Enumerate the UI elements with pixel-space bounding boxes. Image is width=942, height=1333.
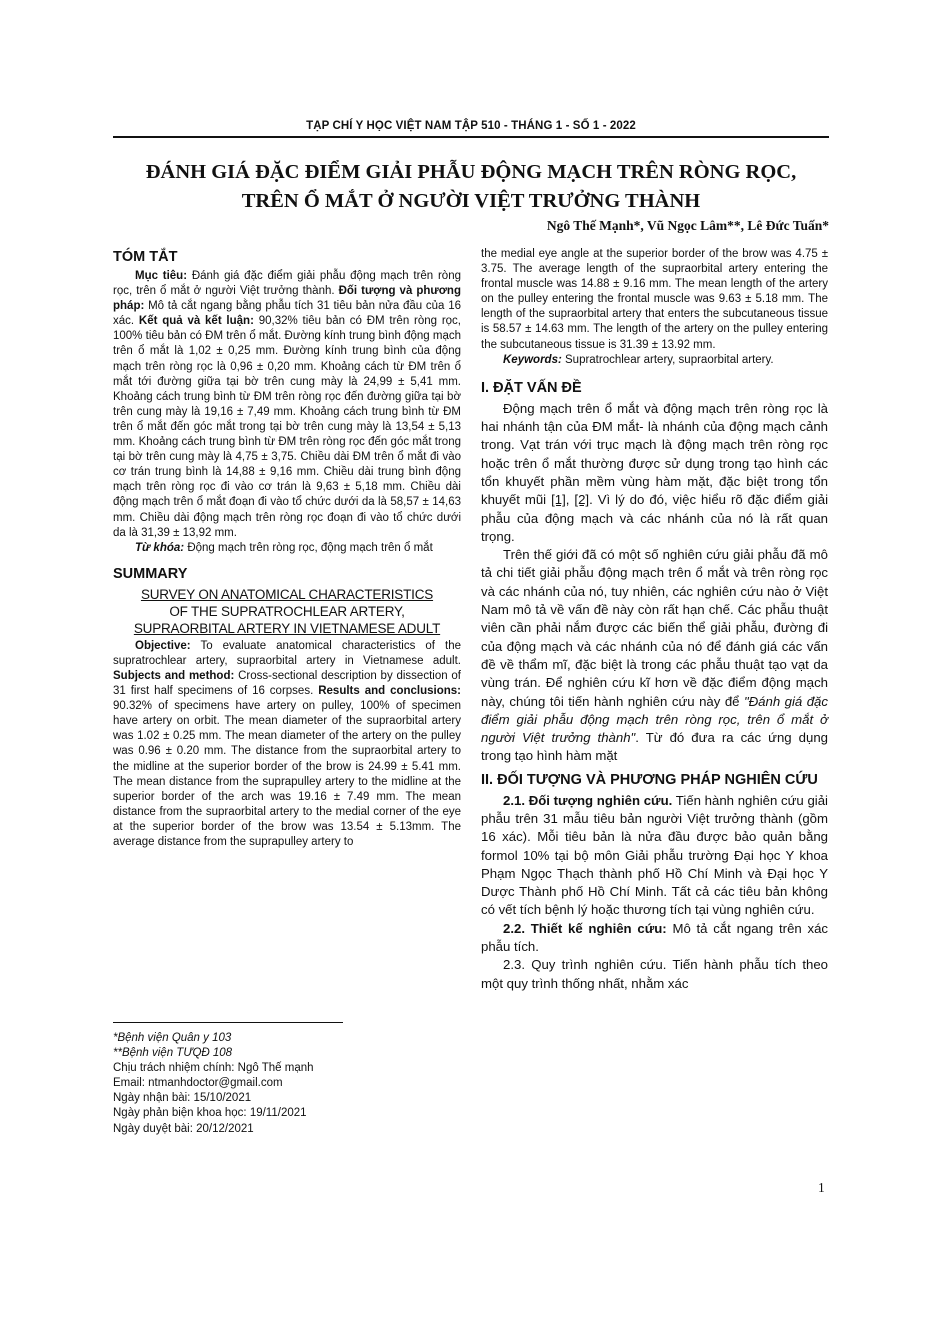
summary-continued-paragraph bbox=[481, 247, 828, 353]
section-2-body bbox=[481, 792, 828, 993]
section-2-3-paragraph: 2.3. Quy trình nghiên cứu. Tiến hành phẫu tích theo một quy trình thống nhất, nhằm xác bbox=[481, 957, 828, 991]
study-title-quote: "Đánh giá đặc điểm giải phẫu động mạch trên ròng rọc, trên ổ mắt ở người Việt trưởng thành" bbox=[481, 693, 828, 746]
en-keywords-text: Supratrochlear artery, supraorbital artery. bbox=[565, 353, 774, 366]
en-results-text-left: 90.32% of specimens have artery on pulley, 100% of specimen have artery on orbit. The mean diameter of the supraorbital artery was 1.02 ± 0.25 mm. The mean diameter of the artery on the pulley was 0.96 ± 0.20 mm. The distance from the supraorbital artery to the midline at the superior border of the brow is 24.99 ± 5.41 mm. The mean distance from the suprapulley artery to the midline at the superior border of the arch was 19.16 ± 7.49 mm. The mean distance from the supraorbital artery to the medial corner of the eye at the superior border of the brow was 13.54 ± 5.13mm. The average distance from the suprapulley artery to bbox=[113, 700, 461, 848]
methods-text: Mô tả cắt ngang bằng phẫu tích 31 tiêu bản nửa đầu của 16 xác. bbox=[113, 300, 462, 328]
email: Email: ntmanhdoctor@gmail.com bbox=[113, 1077, 283, 1090]
en-results-text-right: the medial eye angle at the superior border of the brow was 4.75 ± 3.75. The average length of the supraorbital artery entering the frontal muscle was 14.88 ± 9.16 mm. The mean length of the artery on the pulley entering the frontal muscle was 9.63 ± 5.18 mm. The length of the supraorbital artery that enters the subcutaneous tissue is 58.57 ± 14.63 mm. The length of the artery on the pulley entering the subcutaneous tissue is 31.39 ± 13.92 mm. bbox=[481, 248, 828, 351]
reference-link-1[interactable]: [1] bbox=[551, 492, 566, 508]
en-keywords-paragraph bbox=[481, 353, 828, 368]
date-reviewed: Ngày phản biện khoa học: 19/11/2021 bbox=[113, 1107, 307, 1120]
objective-label: Mục tiêu: bbox=[135, 270, 188, 282]
date-approved: Ngày duyệt bài: 20/12/2021 bbox=[113, 1122, 254, 1135]
title-line-2: TRÊN Ổ MẮT Ở NGƯỜI VIỆT TRƯỞNG THÀNH bbox=[241, 190, 701, 212]
section-2-1-paragraph: 2.1. Đối tượng nghiên cứu. Tiến hành nghiên cứu giải phẫu trên 31 mẫu tiêu bản người Việt trưởng thành (gồm 16 xác). Mỗi tiêu bản là nửa đầu được bảo quản bằng formol 10% tại bộ môn Giải phẫu trường Đại học Y khoa Phạm Ngọc Thạch thành phố Hồ Chí Minh và Đại học Y Dược Thành phố Hồ Chí Minh. Tất cả các tiêu bản không có vết tích bệnh lý hoặc thương tích tại vùng nghiên cứu. bbox=[481, 792, 828, 918]
results-text: 90,32% tiêu bản có ĐM trên ròng rọc, 100% tiêu bản có ĐM trên ổ mắt. Đường kính trung bình động mạch trên ổ mắt là 1,02 ± 0,25 mm. Đường kính trung bình của động mạch trên ròng rọc là 0,96 ± 0,20 mm. Khoảng cách từ ĐM trên ổ mắt tới đường giữa tại bờ trên cung mày là 24,99 ± 5,41 mm. Khoảng cách trung bình từ ĐM trên ròng rọc đến đường giữa tại bờ trên cung mày là 19,16 ± 7,49 mm. Khoảng cách trung bình từ ĐM trên ổ mắt đến góc mắt trong tại bờ trên cung mày là 13,54 ± 5,13 mm. Khoảng cách trung bình từ ĐM trên ròng rọc đến góc mắt trong tại bờ trên cung mày là 4,75 ± 3,75. Chiều dài ĐM trên ổ mắt đi vào cơ trán trung bình là 14,88 ± 9,16 mm. Chiều dài trung bình động mạch trên ròng rọc đi vào cơ trán là 9,63 ± 5,18 mm. Chiều dài động mạch trên ổ mắt đoạn đi vào tổ chức dưới da là 58,57 ± 14,63 mm. Chiều dài động mạch trên ròng rọc đoạn đi vào tổ chức dưới da là 31,39 ± 13,92 mm. bbox=[113, 315, 461, 539]
section-1-paragraph-2: Trên thế giới đã có một số nghiên cứu giải phẫu đã mô tả chi tiết giải phẫu động mạch trên ổ mắt và trên ròng rọc và các nhánh của nó, tuy nhiên, các nghiên cứu nào ở Việt Nam mô tả về vấn đề này còn rất hạn chế. Các phẫu thuật viên cần phải nắm được các biến thể giải phẫu, đường đi của động mạch và các nhánh của nó để đánh giá các vấn đề về thẩm mĩ, đặc biệt là trong các phẫu thuật tạo vạt da vùng trán. Để nghiên cứu kĩ hơn về đặc điểm động mạch này, chúng tôi tiến hành nghiên cứu này để "Đánh giá đặc điểm giải phẫu động mạch trên ròng rọc, trên ổ mắt ở người Việt trưởng thành". Từ đó đưa ra các ứng dụng trong tạo hình hàm mặt bbox=[481, 547, 828, 764]
en-methods-text: Cross-sectional description by dissection of 31 first half specimens of 16 corpses. bbox=[113, 669, 461, 698]
section-1-paragraph-1: Động mạch trên ổ mắt và động mạch trên ròng rọc là hai nhánh tận của ĐM mắt- là nhánh của động mạch cảnh trong. Vạt trán với trục mạch là động mạch trên ròng rọc hoặc trên ổ mắt thường được sử dụng trong tạo hình các tổn khuyết phần mềm vùng hàm mặt, đặc biệt trong tổn khuyết mũi [1], [2]. Vì lý do đó, việc hiểu rõ đặc điểm giải phẫu của động mạch và các nhánh của nó là rất quan trọng. bbox=[481, 400, 829, 544]
responsible-author: Chịu trách nhiệm chính: Ngô Thế mạnh bbox=[113, 1062, 314, 1075]
section-2-2-paragraph: 2.2. Thiết kế nghiên cứu: Mô tả cắt ngang trên xác phẫu tích. bbox=[481, 920, 828, 955]
authors: Ngô Thế Mạnh*, Vũ Ngọc Lâm**, Lê Đức Tuấn* bbox=[546, 218, 829, 233]
en-keywords-label: Keywords: bbox=[503, 353, 562, 366]
summary-heading: SUMMARY bbox=[113, 565, 188, 582]
summary-title-line-3: SUPRAORBITAL ARTERY IN VIETNAMESE ADULT bbox=[133, 620, 441, 636]
section-2-heading: II. ĐỐI TƯỢNG VÀ PHƯƠNG PHÁP NGHIÊN CỨU bbox=[481, 771, 818, 788]
right-column bbox=[481, 247, 828, 993]
affiliation-1: *Bệnh viện Quân y 103 bbox=[113, 1032, 232, 1044]
section-1-heading: I. ĐẶT VẤN ĐỀ bbox=[481, 379, 582, 396]
methods-label: Đối tượng và phương pháp: bbox=[113, 285, 461, 313]
footnotes bbox=[113, 1031, 413, 1137]
date-received: Ngày nhận bài: 15/10/2021 bbox=[113, 1092, 252, 1105]
running-head: TẠP CHÍ Y HỌC VIỆT NAM TẬP 510 - THÁNG 1 - SỐ 1 - 2022 bbox=[306, 120, 636, 132]
summary-title bbox=[113, 586, 461, 637]
title-line-1: ĐÁNH GIÁ ĐẶC ĐIỂM GIẢI PHẪU ĐỘNG MẠCH TRÊN RÒNG RỌC, bbox=[145, 161, 797, 183]
abstract-vi bbox=[113, 269, 461, 556]
abstract-heading: TÓM TẮT bbox=[113, 249, 178, 265]
summary-en-continued bbox=[481, 247, 828, 368]
keywords-paragraph bbox=[113, 541, 461, 556]
en-objective-label: Objective: bbox=[135, 639, 191, 652]
footnote-rule bbox=[113, 1022, 343, 1023]
left-column bbox=[113, 247, 461, 850]
section-1-body bbox=[481, 400, 828, 766]
article-title bbox=[113, 158, 829, 216]
en-methods-label: Subjects and method: bbox=[113, 669, 235, 682]
summary-title-line-1: SURVEY ON ANATOMICAL CHARACTERISTICS bbox=[140, 586, 434, 602]
objective-text: Đánh giá đặc điểm giải phẫu động mạch trên ròng rọc, trên ổ mắt ở người Việt trưởng thành. bbox=[113, 270, 461, 298]
results-label: Kết quả và kết luận: bbox=[138, 315, 254, 328]
en-results-label: Results and conclusions: bbox=[318, 685, 461, 698]
page-number: 1 bbox=[818, 1180, 825, 1195]
abstract-paragraph bbox=[113, 269, 461, 541]
header-rule bbox=[113, 136, 829, 138]
reference-link-2[interactable]: [2] bbox=[574, 492, 590, 508]
summary-paragraph bbox=[113, 639, 461, 850]
section-2-1-label: 2.1. Đối tượng nghiên cứu. bbox=[503, 792, 673, 808]
en-objective-text: To evaluate anatomical characteristics of the supratrochlear artery, supraorbital artery in Vietnamese adult. bbox=[113, 639, 461, 667]
affiliation-2: **Bệnh viện TƯQĐ 108 bbox=[113, 1047, 233, 1060]
summary-title-line-2: OF THE SUPRATROCHLEAR ARTERY, bbox=[169, 603, 405, 619]
section-2-2-label: 2.2. Thiết kế nghiên cứu: bbox=[503, 920, 667, 936]
summary-en bbox=[113, 639, 461, 850]
keywords-label: Từ khóa: bbox=[135, 541, 185, 554]
keywords-text: Động mạch trên ròng rọc, động mạch trên ổ mắt bbox=[187, 541, 433, 554]
